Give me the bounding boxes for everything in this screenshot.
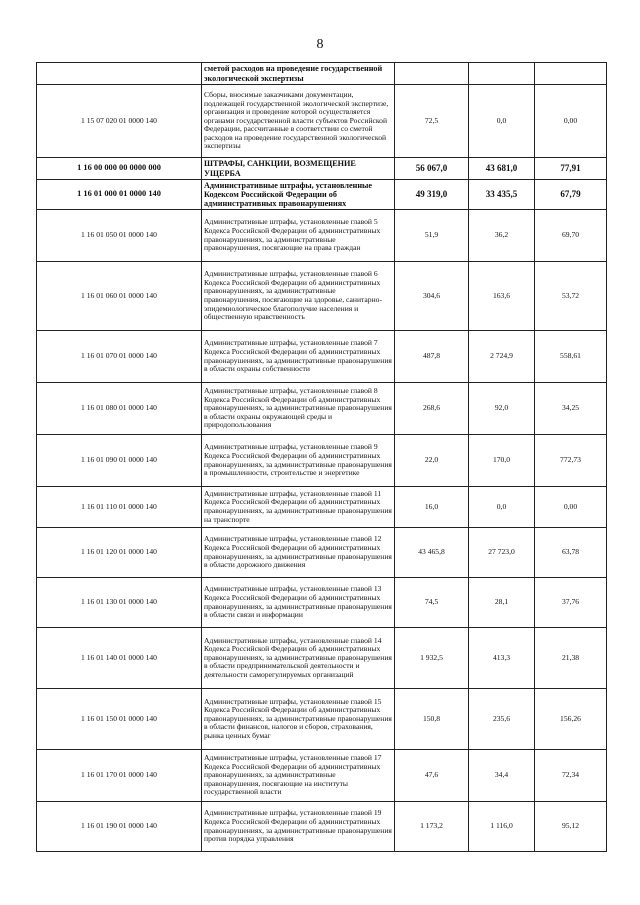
table-row [37,802,607,852]
revenue-name-cell: Административные штрафы, установленные главой 5 Кодекса Российской Федерации об административных правонарушениях, за административные правонарушения, посягающие на права граждан [202,210,395,262]
revenue-name-cell: Административные штрафы, установленные главой 14 Кодекса Российской Федерации об административных правонарушениях, за административные правонарушения в области предпринимательской деятельности и деятельности саморегулируемых организаций [202,628,395,689]
table-row [37,435,607,487]
budget-code-cell: 1 16 01 110 01 0000 140 [37,487,202,528]
execution-percent-cell: 95,12 [535,802,607,852]
planned-amount-cell: 47,6 [395,750,469,802]
revenue-name-cell: Сборы, вносимые заказчиками документации, подлежащей государственной экологической экспертизе, организация и проведение которой осуществляется органами государственной власти субъектов Российской Федерации, рассчитанные в соответствии со сметой расходов на проведение государственной экологической экспертизы [202,85,395,158]
revenue-name-cell: Административные штрафы, установленные Кодексом Российской Федерации об административных правонарушениях [202,180,395,210]
actual-amount-cell: 2 724,9 [469,331,535,383]
execution-percent-cell: 67,79 [535,180,607,210]
actual-amount-cell: 0,0 [469,85,535,158]
table-row [37,628,607,689]
budget-code-cell: 1 16 01 140 01 0000 140 [37,628,202,689]
planned-amount-cell: 150,8 [395,689,469,750]
table-row [37,180,607,210]
revenue-name-cell: сметой расходов на проведение государственной экологической экспертизы [202,63,395,85]
planned-amount-cell: 16,0 [395,487,469,528]
actual-amount-cell: 235,6 [469,689,535,750]
actual-amount-cell: 92,0 [469,383,535,435]
planned-amount-cell: 51,9 [395,210,469,262]
table-row [37,331,607,383]
actual-amount-cell [469,63,535,85]
revenue-name-cell: Административные штрафы, установленные главой 8 Кодекса Российской Федерации об административных правонарушениях, за административные правонарушения в области охраны окружающей среды и природопользования [202,383,395,435]
revenue-name-cell: Административные штрафы, установленные главой 9 Кодекса Российской Федерации об административных правонарушениях, за административные правонарушения в промышленности, строительстве и энергетике [202,435,395,487]
execution-percent-cell: 53,72 [535,262,607,331]
table-row [37,487,607,528]
planned-amount-cell: 43 465,8 [395,528,469,578]
execution-percent-cell: 0,00 [535,487,607,528]
execution-percent-cell [535,63,607,85]
planned-amount-cell: 56 067,0 [395,158,469,180]
revenue-name-cell: Административные штрафы, установленные главой 12 Кодекса Российской Федерации об административных правонарушениях, за административные правонарушения в области дорожного движения [202,528,395,578]
actual-amount-cell: 27 723,0 [469,528,535,578]
execution-percent-cell: 37,76 [535,578,607,628]
table-row [37,262,607,331]
table-row [37,210,607,262]
table-row [37,528,607,578]
actual-amount-cell: 34,4 [469,750,535,802]
actual-amount-cell: 0,0 [469,487,535,528]
execution-percent-cell: 0,00 [535,85,607,158]
revenue-name-cell: Административные штрафы, установленные главой 15 Кодекса Российской Федерации об административных правонарушениях, за административные правонарушения в области финансов, налогов и сборов, страхования, рынка ценных бумаг [202,689,395,750]
budget-code-cell [37,63,202,85]
budget-code-cell: 1 16 01 170 01 0000 140 [37,750,202,802]
budget-code-cell: 1 16 01 080 01 0000 140 [37,383,202,435]
page-number: 8 [316,37,324,52]
execution-percent-cell: 63,78 [535,528,607,578]
planned-amount-cell: 72,5 [395,85,469,158]
revenue-name-cell: ШТРАФЫ, САНКЦИИ, ВОЗМЕЩЕНИЕ УЩЕРБА [202,158,395,180]
revenue-name-cell: Административные штрафы, установленные главой 6 Кодекса Российской Федерации об административных правонарушениях, за административные правонарушения, посягающие на здоровье, санитарно-эпидемиологическое благополучие населения и общественную нравственность [202,262,395,331]
revenue-name-cell: Административные штрафы, установленные главой 19 Кодекса Российской Федерации об административных правонарушениях, за административные правонарушения против порядка управления [202,802,395,852]
planned-amount-cell: 74,5 [395,578,469,628]
revenue-name-cell: Административные штрафы, установленные главой 7 Кодекса Российской Федерации об административных правонарушениях, за административные правонарушения в области охраны собственности [202,331,395,383]
execution-percent-cell: 77,91 [535,158,607,180]
budget-code-cell: 1 16 01 000 01 0000 140 [37,180,202,210]
actual-amount-cell: 1 116,0 [469,802,535,852]
budget-code-cell: 1 15 07 020 01 0000 140 [37,85,202,158]
execution-percent-cell: 34,25 [535,383,607,435]
actual-amount-cell: 43 681,0 [469,158,535,180]
planned-amount-cell: 1 932,5 [395,628,469,689]
revenue-name-cell: Административные штрафы, установленные главой 13 Кодекса Российской Федерации об административных правонарушениях, за административные правонарушения в области связи и информации [202,578,395,628]
execution-percent-cell: 772,73 [535,435,607,487]
table-row [37,383,607,435]
table-row [37,158,607,180]
budget-code-cell: 1 16 01 150 01 0000 140 [37,689,202,750]
budget-code-cell: 1 16 01 070 01 0000 140 [37,331,202,383]
budget-revenue-table [36,62,607,852]
actual-amount-cell: 413,3 [469,628,535,689]
execution-percent-cell: 69,70 [535,210,607,262]
revenue-name-cell: Административные штрафы, установленные главой 17 Кодекса Российской Федерации об административных правонарушениях, за административные правонарушения, посягающие на институты государственной власти [202,750,395,802]
budget-code-cell: 1 16 01 120 01 0000 140 [37,528,202,578]
planned-amount-cell: 22,0 [395,435,469,487]
actual-amount-cell: 163,6 [469,262,535,331]
budget-code-cell: 1 16 00 000 00 0000 000 [37,158,202,180]
planned-amount-cell: 49 319,0 [395,180,469,210]
execution-percent-cell: 72,34 [535,750,607,802]
planned-amount-cell: 304,6 [395,262,469,331]
execution-percent-cell: 558,61 [535,331,607,383]
planned-amount-cell: 1 173,2 [395,802,469,852]
actual-amount-cell: 28,1 [469,578,535,628]
actual-amount-cell: 36,2 [469,210,535,262]
budget-code-cell: 1 16 01 090 01 0000 140 [37,435,202,487]
planned-amount-cell: 487,8 [395,331,469,383]
table-row [37,578,607,628]
revenue-name-cell: Административные штрафы, установленные главой 11 Кодекса Российской Федерации об административных правонарушениях, за административные правонарушения на транспорте [202,487,395,528]
table-row [37,63,607,85]
budget-code-cell: 1 16 01 050 01 0000 140 [37,210,202,262]
budget-code-cell: 1 16 01 130 01 0000 140 [37,578,202,628]
execution-percent-cell: 156,26 [535,689,607,750]
planned-amount-cell: 268,6 [395,383,469,435]
table-row [37,85,607,158]
actual-amount-cell: 33 435,5 [469,180,535,210]
actual-amount-cell: 170,0 [469,435,535,487]
budget-code-cell: 1 16 01 060 01 0000 140 [37,262,202,331]
planned-amount-cell [395,63,469,85]
budget-code-cell: 1 16 01 190 01 0000 140 [37,802,202,852]
table-row [37,689,607,750]
execution-percent-cell: 21,38 [535,628,607,689]
table-row [37,750,607,802]
